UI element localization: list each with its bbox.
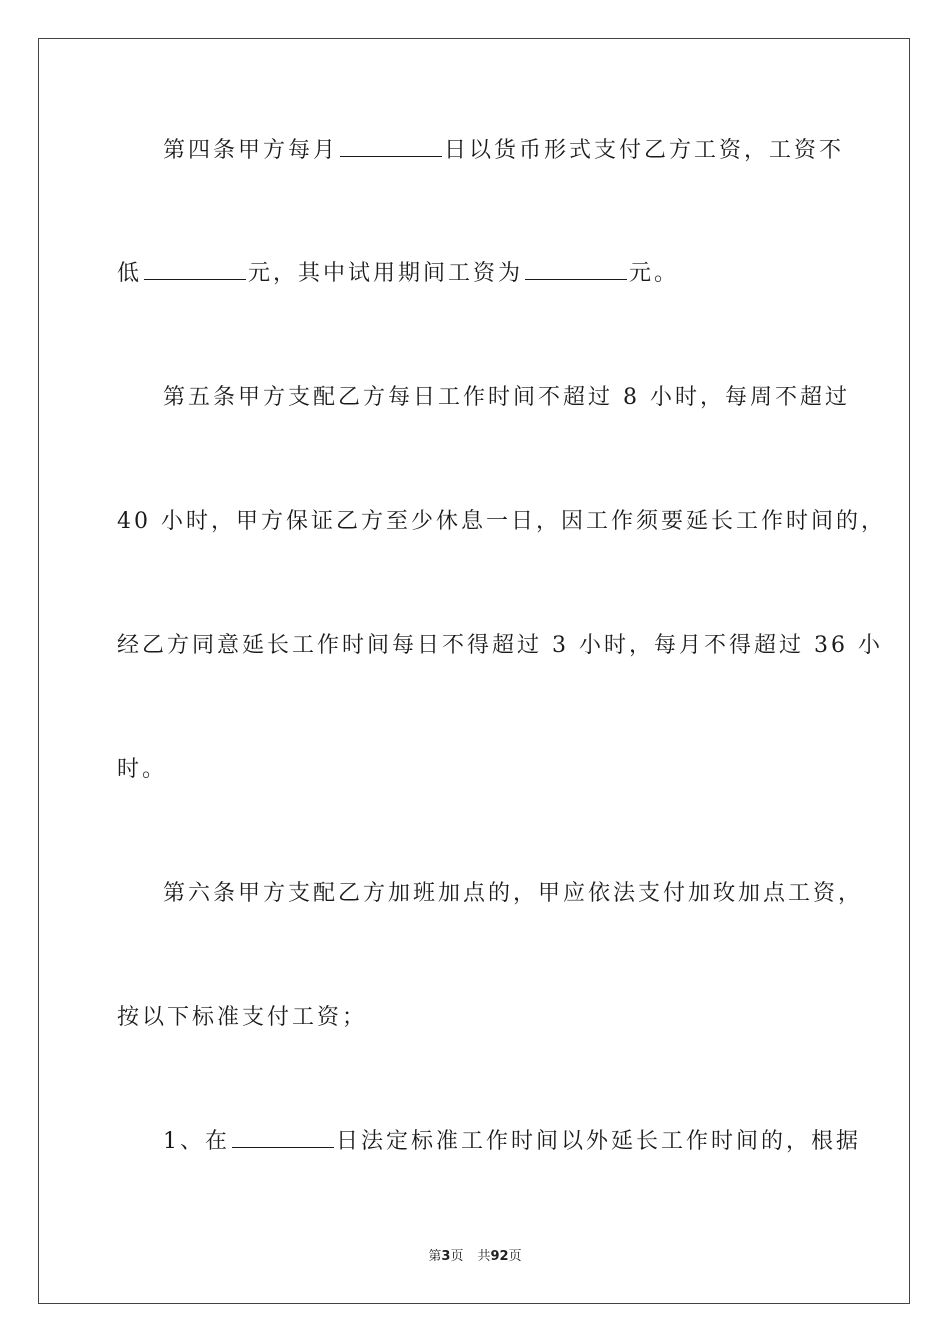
text-segment: 元。	[629, 261, 680, 286]
page-border	[38, 38, 910, 1304]
fill-in-blank	[232, 1127, 334, 1148]
fill-in-blank	[144, 259, 246, 280]
text-segment: 第四条甲方每月	[163, 138, 339, 163]
total-pages: 92	[490, 1249, 509, 1264]
page-prefix: 第	[428, 1249, 442, 1264]
text-segment: 元，其中试用期间工资为	[248, 261, 524, 286]
text-segment: 低	[117, 261, 143, 286]
paragraph-article-6-line-2: 按以下标准支付工资；	[117, 1005, 368, 1030]
paragraph-article-5-line-2: 40 小时，甲方保证乙方至少休息一日，因工作须要延长工作时间的，	[117, 509, 886, 534]
total-suffix: 页	[508, 1249, 522, 1264]
paragraph-article-6-line-1: 第六条甲方支配乙方加班加点的，甲应依法支付加玫加点工资，	[163, 881, 864, 906]
paragraph-article-5-line-4: 时。	[117, 757, 168, 782]
page-suffix: 页	[450, 1249, 464, 1264]
text-segment: 日以货币形式支付乙方工资，工资不	[444, 138, 845, 163]
paragraph-item-1-line-1	[163, 1127, 861, 1157]
page-number: 3	[441, 1249, 451, 1264]
fill-in-blank	[525, 259, 627, 280]
paragraph-article-5-line-1: 第五条甲方支配乙方每日工作时间不超过 8 小时，每周不超过	[163, 385, 850, 410]
paragraph-article-5-line-3: 经乙方同意延长工作时间每日不得超过 3 小时，每月不得超过 36 小	[117, 633, 883, 658]
page-footer	[0, 1245, 950, 1264]
paragraph-article-4-line-2	[117, 259, 679, 289]
fill-in-blank	[340, 136, 442, 157]
total-prefix: 共	[477, 1249, 491, 1264]
text-segment: 日法定标准工作时间以外延长工作时间的，根据	[336, 1129, 862, 1154]
text-segment: 1、在	[163, 1129, 230, 1154]
paragraph-article-4-line-1	[163, 136, 844, 166]
